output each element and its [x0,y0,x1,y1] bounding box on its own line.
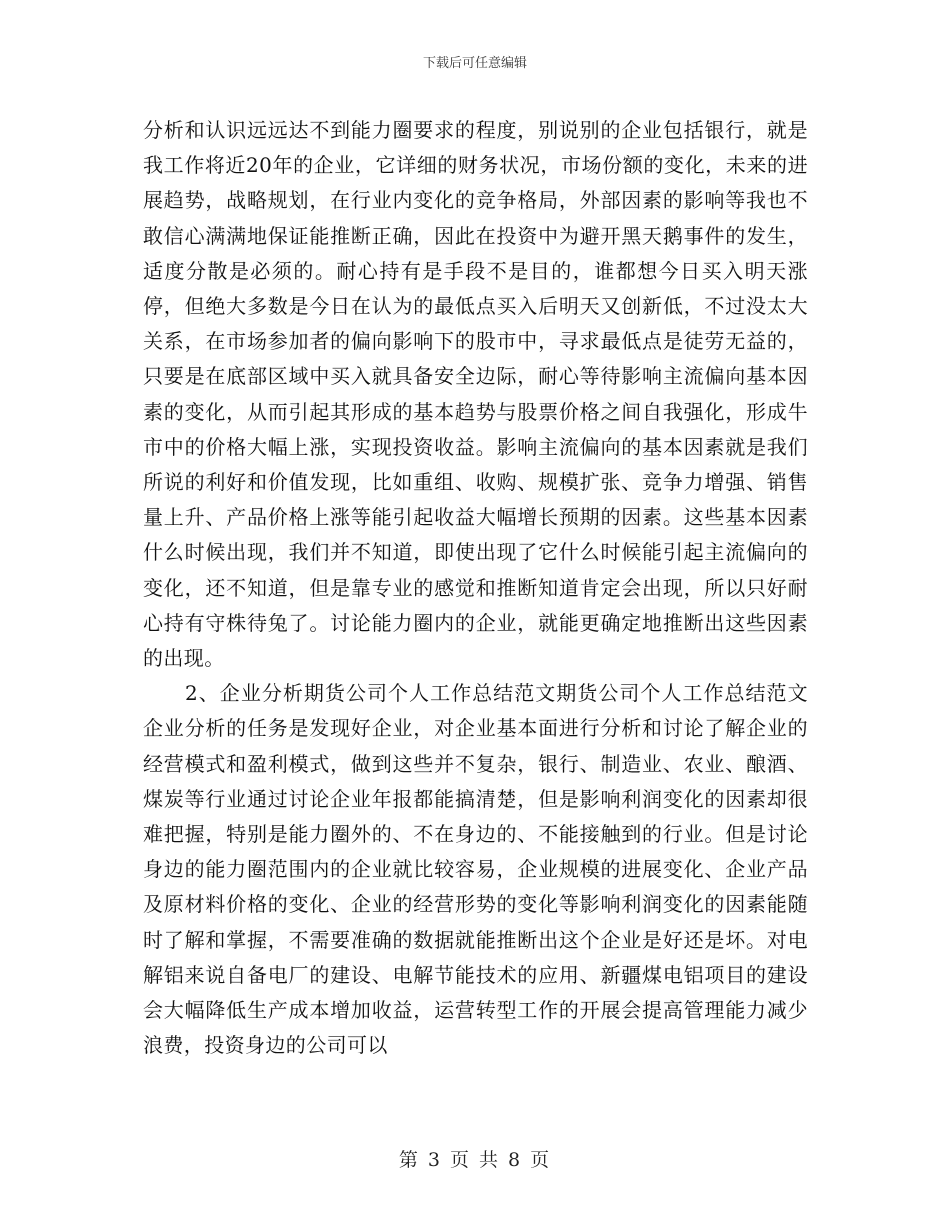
page-header-note: 下载后可任意编辑 [422,56,527,71]
page-number-footer: 第 3 页 共 8 页 [398,1149,552,1171]
paragraph-1: 分析和认识远远达不到能力圈要求的程度，别说别的企业包括银行，就是我工作将近20年的企业，它详细的财务状况，市场份额的变化，未来的进展趋势，战略规划，在行业内变化的竞争格局，外部因素的影响等我也不敢信心满满地保证能推断正确，因此在投资中为避开黑天鹅事件的发生，适度分散是必须的。耐心持有是手段不是目的，谁都想今日买入明天涨停，但绝大多数是今日在认为的最低点买入后明天又创新低，不过没太大关系，在市场参加者的偏向影响下的股市中，寻求最低点是徒劳无益的，只要是在底部区域中买入就具备安全边际，耐心等待影响主流偏向基本因素的变化，从而引起其形成的基本趋势与股票价格之间自我强化，形成牛市中的价格大幅上涨，实现投资收益。影响主流偏向的基本因素就是我们所说的利好和价值发现，比如重组、收购、规模扩张、竞争力增强、销售量上升、产品价格上涨等能引起收益大幅增长预期的因素。这些基本因素什么时候出现，我们并不知道，即使出现了它什么时候能引起主流偏向的变化，还不知道，但是靠专业的感觉和推断知道肯定会出现，所以只好耐心持有守株待兔了。讨论能力圈内的企业，就能更确定地推断出这些因素的出现。 [143,118,808,671]
paragraph-2: 2、企业分析期货公司个人工作总结范文期货公司个人工作总结范文企业分析的任务是发现好企业，对企业基本面进行分析和讨论了解企业的经营模式和盈利模式，做到这些并不复杂，银行、制造业、农业、酿酒、煤炭等行业通过讨论企业年报都能搞清楚，但是影响利润变化的因素却很难把握，特别是能力圈外的、不在身边的、不能接触到的行业。但是讨论身边的能力圈范围内的企业就比较容易，企业规模的进展变化、企业产品及原材料价格的变化、企业的经营形势的变化等影响利润变化的因素能随时了解和掌握，不需要准确的数据就能推断出这个企业是好还是坏。对电解铝来说自备电厂的建设、电解节能技术的应用、新疆煤电铝项目的建设会大幅降低生产成本增加收益，运营转型工作的开展会提高管理能力减少浪费，投资身边的公司可以 [143,681,808,1058]
document-body [143,113,808,1063]
